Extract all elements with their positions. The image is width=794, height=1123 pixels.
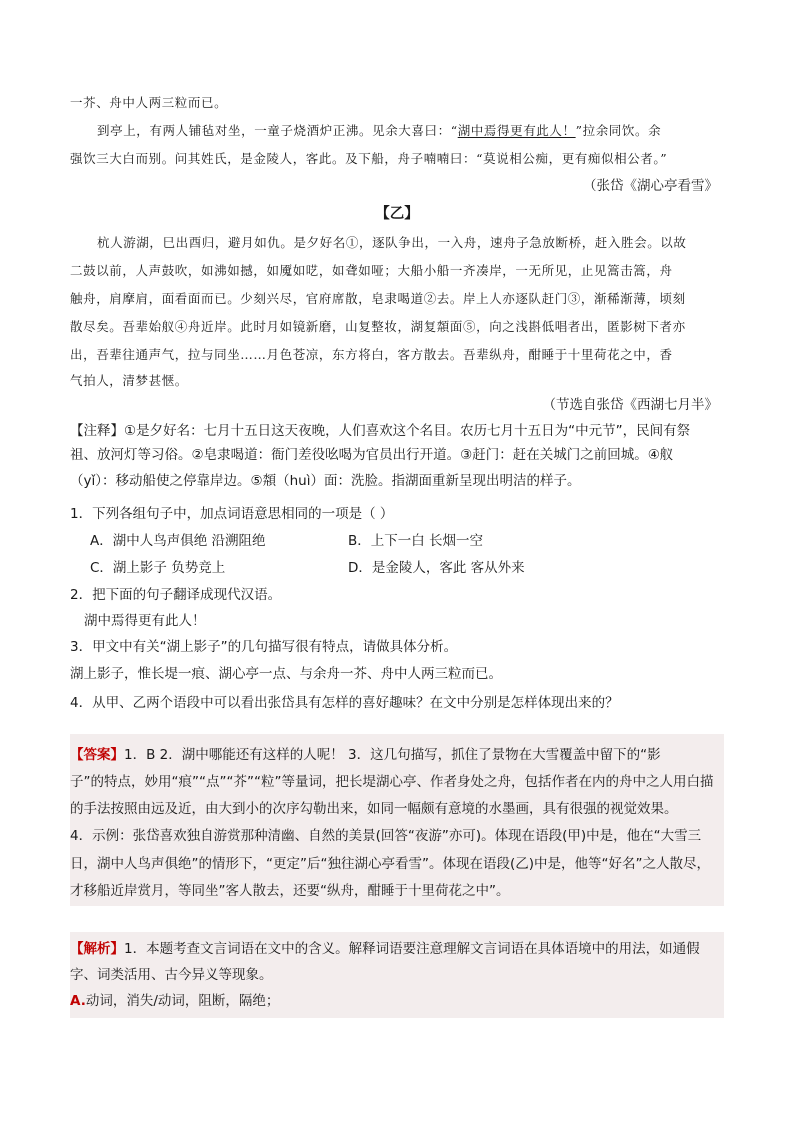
question-3-text: 湖上影子，惟长堤一痕、湖心亭一点、与余舟一芥、舟中人两三粒而已。 — [70, 666, 502, 682]
analysis-line-3 — [70, 992, 279, 1010]
answer-label: 【答案】 — [70, 747, 124, 763]
question-1: 1．下列各组句子中，加点词语意思相同的一项是（ ） — [70, 506, 394, 522]
question-1-option-b: B．上下一白 长烟一空 — [348, 533, 484, 549]
answer-line-1 — [70, 746, 661, 764]
question-2-sentence: 湖中焉得更有此人！ — [84, 613, 206, 629]
jia-line-2 — [97, 122, 661, 140]
jia-line-2-post: ”拉余同饮。余 — [575, 123, 662, 138]
jia-source: （张岱《湖心亭看雪》 — [583, 178, 718, 194]
answer-line-2: 子”的特点，妙用“痕”“点”“芥”“粒”等量词，把长堤湖心亭、作者身处之舟，包括作者在内的舟中之人用白描 — [70, 774, 714, 790]
answer-line-6: 才移船近岸赏月，等同坐”客人散去，还要“纵舟，酣睡于十里荷花之中”。 — [70, 883, 510, 899]
analysis-line-3-text: 动词，消失/动词，阻断，隔绝； — [85, 993, 280, 1009]
yi-line-3: 触舟，肩摩肩，面看面而已。少刻兴尽，官府席散，皂隶喝道②去。岸上人亦逐队赶门③，渐稀渐薄，顷刻 — [70, 291, 686, 306]
jia-line-3: 强饮三大白而别。问其姓氏，是金陵人，客此。及下船，舟子喃喃曰：“莫说相公痴，更有痴似相公者。” — [70, 151, 668, 166]
answer-line-3: 的手法按照由远及近，由大到小的次序勾勒出来，如同一幅颇有意境的水墨画，具有很强的视觉效果。 — [70, 801, 678, 817]
answer-line-5: 日，湖中人鸟声俱绝”的情形下，“更定”后“独往湖心亭看雪”。体现在语段(乙)中是，他等“好名”之人散尽， — [70, 856, 710, 872]
analysis-line-1-text: 1．本题考查文言词语在文中的含义。解释词语要注意理解文言词语在具体语境中的用法，如通假 — [124, 941, 700, 957]
answer-line-4: 4．示例：张岱喜欢独自游赏那种清幽、自然的美景(回答“夜游”亦可)。体现在语段(甲)中是，他在“大雪三 — [70, 828, 702, 844]
question-1-option-c: C．湖上影子 负势竞上 — [90, 560, 226, 576]
jia-quote-underlined: 湖中焉得更有此人！ — [457, 123, 576, 138]
yi-heading: 【乙】 — [375, 206, 419, 222]
analysis-option-a-label: A. — [70, 993, 86, 1009]
analysis-label: 【解析】 — [70, 941, 124, 957]
yi-line-4: 散尽矣。吾辈始舣④舟近岸。此时月如镜新磨，山复整妆，湖复頮面⑤，向之浅斟低唱者出，匿影树下者亦 — [70, 319, 686, 334]
answer-line-1-text: 1．B 2．湖中哪能还有这样的人呢！ 3．这几句描写，抓住了景物在大雪覆盖中留下的“影 — [124, 747, 661, 763]
question-1-option-a: A．湖中人鸟声俱绝 沿溯阻绝 — [90, 533, 266, 549]
yi-line-2: 二鼓以前，人声鼓吹，如沸如撼，如魇如呓，如聋如哑；大船小船一齐凑岸，一无所见，止见篙击篙，舟 — [70, 263, 673, 278]
notes-line-2: 祖、放河灯等习俗。②皂隶喝道：衙门差役吆喝为官员出行开道。③赶门：赶在关城门之前回城。④舣 — [70, 447, 674, 463]
yi-line-6: 气拍人，清梦甚惬。 — [70, 373, 188, 388]
analysis-line-2: 字、词类活用、古今异义等现象。 — [70, 967, 273, 983]
question-3: 3．甲文中有关“湖上影子”的几句描写很有特点，请做具体分析。 — [70, 639, 458, 655]
notes-line-3: （yǐ）：移动船使之停靠岸边。⑤頮（huì）面：洗脸。指湖面重新呈现出明洁的样子。 — [70, 473, 581, 489]
analysis-line-1 — [70, 940, 700, 958]
question-2: 2．把下面的句子翻译成现代汉语。 — [70, 587, 282, 603]
yi-line-1: 杭人游湖，巳出酉归，避月如仇。是夕好名①，逐队争出，一入舟，速舟子急放断桥，赶入胜会。以故 — [97, 235, 687, 250]
jia-line-1: 一芥、舟中人两三粒而已。 — [70, 95, 228, 110]
question-1-option-d: D．是金陵人，客此 客从外来 — [348, 560, 525, 576]
yi-line-5: 出，吾辈往通声气，拉与同坐……月色苍凉，东方将白，客方散去。吾辈纵舟，酣睡于十里荷花之中，香 — [70, 347, 673, 362]
jia-line-2-pre: 到亭上，有两人铺毡对坐，一童子烧酒炉正沸。见余大喜曰：“ — [97, 123, 458, 138]
yi-source: （节选自张岱《西湖七月半》 — [542, 397, 718, 413]
notes-line-1: 【注释】①是夕好名：七月十五日这天夜晚，人们喜欢这个名目。农历七月十五日为“中元节”，民间有祭 — [70, 423, 691, 439]
question-4: 4．从甲、乙两个语段中可以看出张岱具有怎样的喜好趣味？在文中分别是怎样体现出来的？ — [70, 695, 619, 711]
